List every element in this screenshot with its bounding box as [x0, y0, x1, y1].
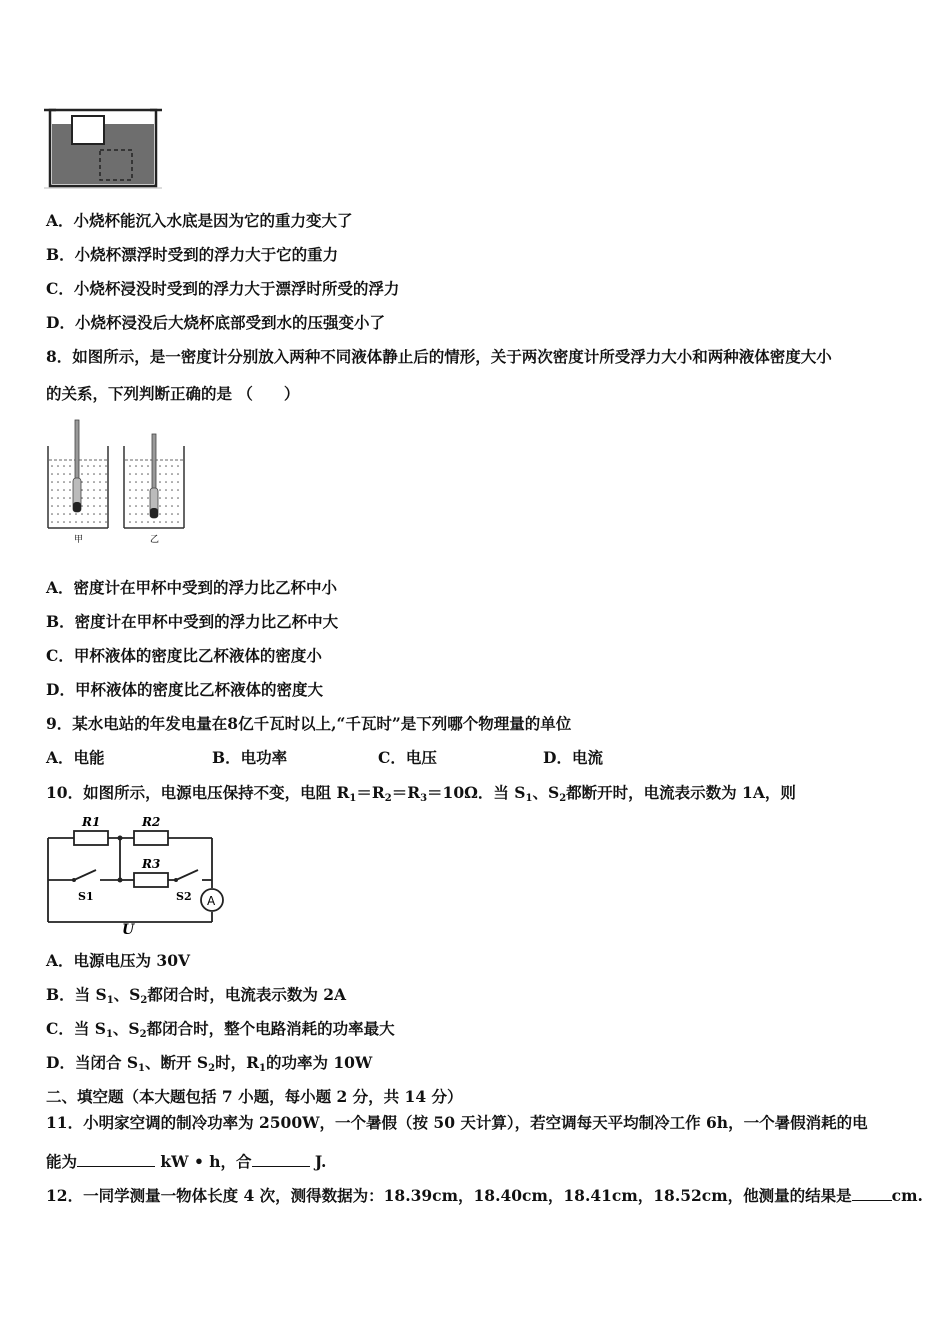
- q9-option-b: B．电功率: [212, 748, 288, 767]
- q10-label-r2: R2: [142, 815, 161, 829]
- q12-blank-result[interactable]: [852, 1184, 892, 1201]
- q10-option-b: B．当 $S_1$、$S_2$都闭合时，电流表示数为 2A: [46, 985, 347, 1006]
- q11-stem-line1: 11．小明家空调的制冷功率为 2500W，一个暑假（按 50 天计算），若空调每天平均制冷工作 6h，一个暑假消耗的电: [46, 1113, 868, 1132]
- q10-label-source: U: [122, 922, 135, 936]
- q10-label-r3: R3: [142, 857, 161, 871]
- q9-option-a: A．电能: [46, 748, 105, 767]
- q8-label-jia: 甲: [74, 535, 84, 545]
- q9-option-c: C．电压: [378, 748, 437, 767]
- q8-option-a: A．密度计在甲杯中受到的浮力比乙杯中小: [46, 578, 338, 597]
- q8-stem-line1: 8．如图所示，是一密度计分别放入两种不同液体静止后的情形，关于两次密度计所受浮力大小和两种液体密度大小: [46, 347, 832, 366]
- q10-label-s1: S1: [78, 890, 94, 903]
- q10-label-s2: S2: [176, 890, 192, 903]
- q8-option-c: C．甲杯液体的密度比乙杯液体的密度小: [46, 646, 322, 665]
- q8-hydrometer-figure: [44, 416, 194, 546]
- q11-blank-kwh[interactable]: [77, 1150, 155, 1167]
- q10-option-d: D．当闭合 $S_1$、断开 $S_2$时，$R_1$的功率为 10W: [46, 1053, 373, 1074]
- q7-option-d: D．小烧杯浸没后大烧杯底部受到水的压强变小了: [46, 313, 385, 332]
- q11-stem-line2: 能为 kW • h，合 J.: [46, 1152, 327, 1171]
- q7-option-c: C．小烧杯浸没时受到的浮力大于漂浮时所受的浮力: [46, 279, 400, 298]
- q7-option-b: B．小烧杯漂浮时受到的浮力大于它的重力: [46, 245, 339, 264]
- q8-stem-line2: 的关系，下列判断正确的是 （ ）: [46, 384, 300, 403]
- q7-option-a: A．小烧杯能沉入水底是因为它的重力变大了: [46, 211, 353, 230]
- q12-stem: 12．一同学测量一物体长度 4 次，测得数据为：18.39cm，18.40cm，18.41cm，18.52cm，他测量的结果是 cm.: [46, 1186, 923, 1205]
- q9-stem: 9．某水电站的年发电量在8亿千瓦时以上,“千瓦时”是下列哪个物理量的单位: [46, 714, 572, 733]
- q9-option-d: D．电流: [543, 748, 603, 767]
- q10-option-a: A．电源电压为 30V: [46, 951, 191, 970]
- q8-label-yi: 乙: [150, 535, 160, 545]
- section2-heading: 二、填空题（本大题包括 7 小题，每小题 2 分，共 14 分）: [46, 1087, 463, 1106]
- q10-label-ammeter: A: [207, 894, 216, 908]
- q8-option-d: D．甲杯液体的密度比乙杯液体的密度大: [46, 680, 323, 699]
- q10-label-r1: R1: [82, 815, 101, 829]
- q7-beaker-figure: [44, 100, 164, 192]
- q11-blank-joule[interactable]: [252, 1150, 310, 1167]
- q10-option-c: C．当 $S_1$、$S_2$都闭合时，整个电路消耗的功率最大: [46, 1019, 395, 1040]
- q8-option-b: B．密度计在甲杯中受到的浮力比乙杯中大: [46, 612, 339, 631]
- q10-stem: 10．如图所示，电源电压保持不变，电阻 $R_1=R_2=R_3=10\Omega$．当 $S_1$、$S_2$都断开时，电流表示数为 1A，则: [46, 783, 796, 804]
- q10-circuit-diagram: [44, 812, 234, 936]
